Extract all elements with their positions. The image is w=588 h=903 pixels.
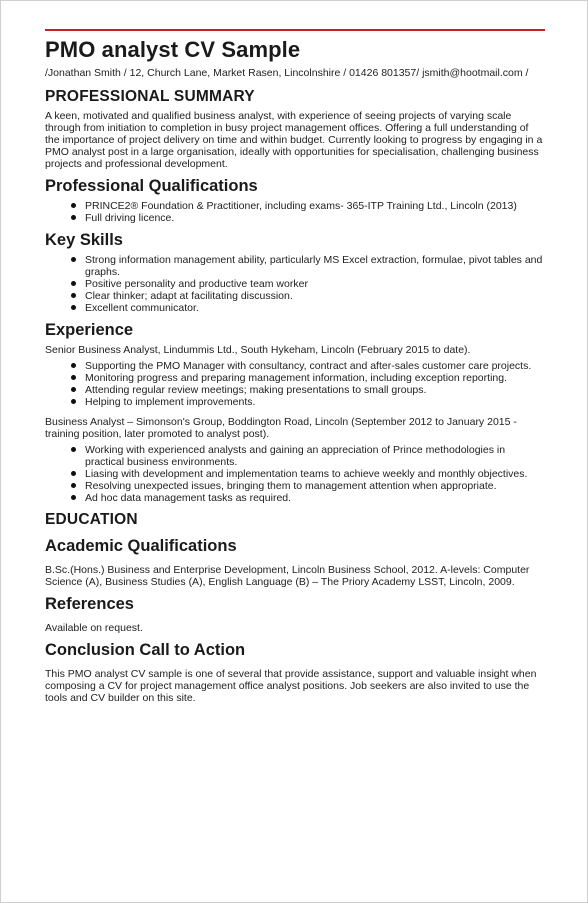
references-text: Available on request. <box>45 622 143 634</box>
job-role: Senior Business Analyst, Lindummis Ltd., South Hykeham, Lincoln (February 2015 to date). <box>45 344 471 356</box>
conclusion-heading: Conclusion Call to Action <box>45 641 246 659</box>
list-item: Attending regular review meetings; making presentations to small groups. <box>85 384 545 396</box>
list-item: Ad hoc data management tasks as required. <box>85 492 545 504</box>
experience-heading: Experience <box>45 321 134 339</box>
list-item: Positive personality and productive team worker <box>85 278 545 290</box>
list-item: Clear thinker; adapt at facilitating discussion. <box>85 290 545 302</box>
references-heading: References <box>45 595 134 613</box>
skills-heading: Key Skills <box>45 231 123 249</box>
summary-text: A keen, motivated and qualified business analyst, with experience of seeing projects of varying scale through from initiation to completion in busy project management offices. Offering a full understanding of the importance of project delivery on time and within budget. Currently looking to progress by engaging in a PMO analyst post in a large organisation, ideally with opportunities for specialisation, challenging business projects and professional development. <box>45 110 543 170</box>
skills-list <box>45 254 545 314</box>
qualifications-heading: Professional Qualifications <box>45 177 258 195</box>
qualifications-list <box>45 200 545 224</box>
list-item: Supporting the PMO Manager with consultancy, contract and after-sales customer care projects. <box>85 360 545 372</box>
academic-qualifications-heading: Academic Qualifications <box>45 537 237 555</box>
list-item: Monitoring progress and preparing management information, including exception reporting. <box>85 372 545 384</box>
cv-content <box>45 37 545 704</box>
education-heading: EDUCATION <box>45 511 138 528</box>
page-title: PMO analyst CV Sample <box>45 37 301 62</box>
job-duties-list <box>45 444 545 504</box>
list-item: Helping to implement improvements. <box>85 396 545 408</box>
summary-heading: PROFESSIONAL SUMMARY <box>45 88 255 105</box>
education-text: B.Sc.(Hons.) Business and Enterprise Development, Lincoln Business School, 2012. A-levels: Computer Science (A), Business Studies (A), English Language (B) – The Priory Academy LSST, Lincoln, 2009. <box>45 564 530 588</box>
list-item: Working with experienced analysts and gaining an appreciation of Prince methodologies in practical business environments. <box>85 444 545 468</box>
contact-details: /Jonathan Smith / 12, Church Lane, Market Rasen, Lincolnshire / 01426 801357/ jsmith@hootmail.com / <box>45 67 529 79</box>
list-item: Strong information management ability, particularly MS Excel extraction, formulae, pivot tables and graphs. <box>85 254 545 278</box>
list-item: Excellent communicator. <box>85 302 545 314</box>
conclusion-text: This PMO analyst CV sample is one of several that provide assistance, support and valuable insight when composing a CV for project management office analyst positions. Job seekers are also invited to use the tools and CV builder on this site. <box>45 668 537 704</box>
job-duties-list <box>45 360 545 408</box>
list-item: PRINCE2® Foundation & Practitioner, including exams- 365-ITP Training Ltd., Lincoln (2013) <box>85 200 545 212</box>
list-item: Liasing with development and implementation teams to achieve weekly and monthly objectives. <box>85 468 545 480</box>
header-rule <box>45 29 545 31</box>
list-item: Resolving unexpected issues, bringing them to management attention when appropriate. <box>85 480 545 492</box>
job-role: Business Analyst – Simonson's Group, Boddington Road, Lincoln (September 2012 to January 2015 - training position, later promoted to analyst post). <box>45 416 517 440</box>
list-item: Full driving licence. <box>85 212 545 224</box>
